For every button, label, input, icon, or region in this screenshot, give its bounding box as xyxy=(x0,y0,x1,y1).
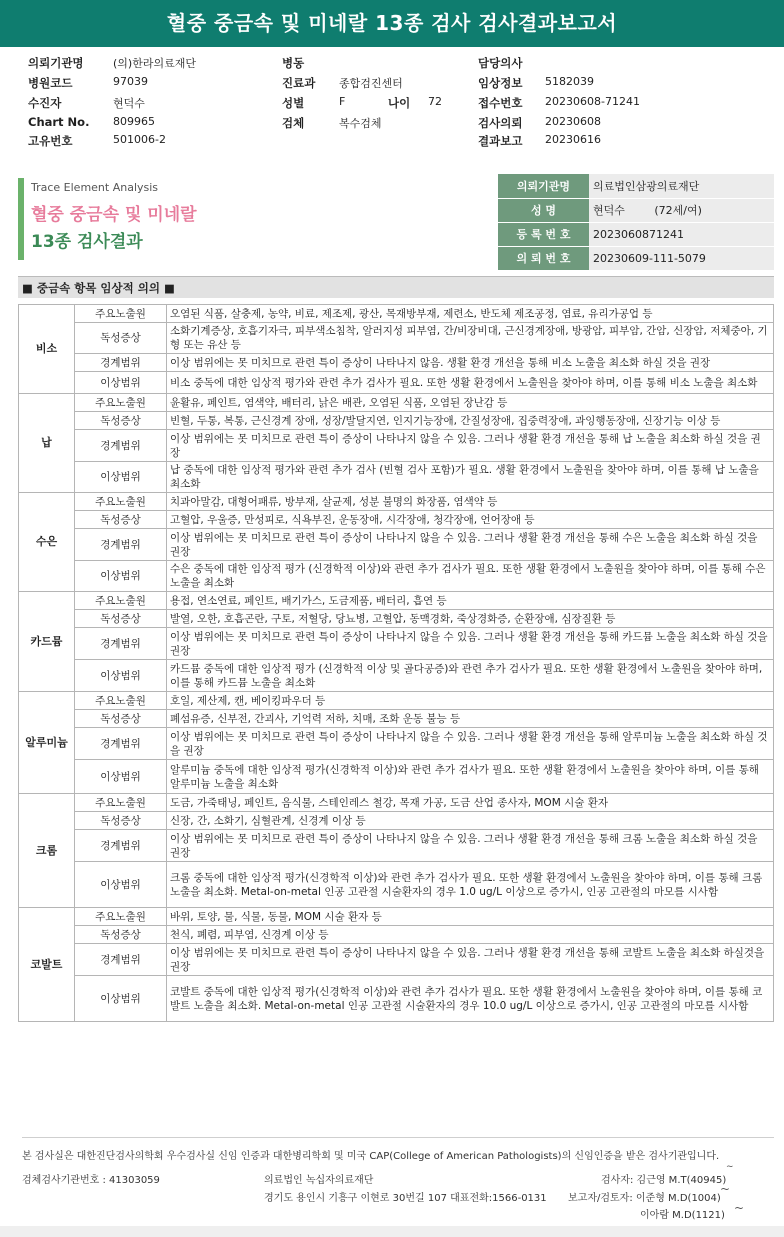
table-row xyxy=(19,412,774,430)
info-value: 20230609-111-5079 xyxy=(589,246,774,270)
description-cell: 코발트 중독에 대한 임상적 평가(신경학적 이상)와 관련 추가 검사가 필요. 또한 생활 환경에서 노출원을 찾아야 하며, 이를 통해 코발트 노출을 최소화. Metal-on-metal 인공 고관절 시술환자의 경우 10.0 ug/L 이상으로 증가시, 인공 고관절의 마모를 시사함 xyxy=(167,976,774,1022)
sex-value: F xyxy=(339,95,346,108)
description-cell: 고혈압, 우울증, 만성피로, 식욕부진, 운동장애, 시각장애, 청각장애, 언어장애 등 xyxy=(167,511,774,529)
description-cell: 카드뮴 중독에 대한 임상적 평가 (신경학적 이상 및 골다공증)와 관련 추가 검사가 필요. 또한 생활 환경에서 노출원을 찾아야 하며, 이를 통해 카드뮴 노출을 최소화 xyxy=(167,660,774,692)
category-label: 이상범위 xyxy=(75,372,167,394)
table-row xyxy=(19,976,774,1022)
dept-value: 종합검진센터 xyxy=(339,77,403,90)
table-row xyxy=(19,944,774,976)
rep-value: 20230616 xyxy=(545,133,601,146)
table-row xyxy=(19,862,774,908)
category-label: 주요노출원 xyxy=(75,794,167,812)
category-label: 독성증상 xyxy=(75,511,167,529)
info-value: 의료법인삼광의료재단 xyxy=(589,174,774,198)
table-row xyxy=(19,511,774,529)
description-cell: 비소 중독에 대한 임상적 평가와 관련 추가 검사가 필요. 또한 생활 환경에서 노출원을 찾아야 하며, 이를 통해 비소 노출을 최소화 xyxy=(167,372,774,394)
clin-label: 임상정보 xyxy=(478,76,523,90)
info-key: 등 록 번 호 xyxy=(498,222,589,246)
category-label: 주요노출원 xyxy=(75,305,167,323)
sex-label: 성별 xyxy=(282,96,305,110)
req-label: 검사의뢰 xyxy=(478,116,523,130)
info-name: 현덕수 xyxy=(593,204,625,217)
table-row xyxy=(19,529,774,561)
table-row xyxy=(19,610,774,628)
description-cell: 납 중독에 대한 임상적 평가와 관련 추가 검사 (빈혈 검사 포함)가 필요. 생활 환경에서 노출원을 찾아야 하며, 이를 통해 납 노출을 최소화 xyxy=(167,462,774,493)
recv-value: 현덕수 xyxy=(113,97,145,110)
table-row xyxy=(19,323,774,354)
info-row xyxy=(498,198,774,222)
description-cell: 오염된 식품, 살충제, 농약, 비료, 제조제, 광산, 목재방부재, 제련소, 반도체 제조공정, 염료, 유리가공업 등 xyxy=(167,305,774,323)
category-label: 이상범위 xyxy=(75,561,167,592)
info-key: 의 뢰 번 호 xyxy=(498,246,589,270)
category-label: 경계범위 xyxy=(75,430,167,462)
description-cell: 소화기계증상, 호흡기자극, 피부색소침착, 알러지성 피부염, 간/비장비대, 근신경계장애, 방광암, 피부암, 간암, 신장암, 저체중아, 기형 또는 유산 등 xyxy=(167,323,774,354)
category-label: 독성증상 xyxy=(75,610,167,628)
info-row xyxy=(498,222,774,246)
category-label: 이상범위 xyxy=(75,462,167,493)
table-row xyxy=(19,462,774,493)
age-label: 나이 xyxy=(388,96,411,110)
table-row xyxy=(19,794,774,812)
section-title: ■ 중금속 항목 임상적 의의 ■ xyxy=(18,276,774,298)
hcode-label: 병원코드 xyxy=(28,76,73,90)
description-cell: 이상 범위에는 못 미치므로 관련 특이 증상이 나타나지 않을 수 있음. 그러나 생활 환경 개선을 통해 코발트 노출을 최소화 하실것을 권장 xyxy=(167,944,774,976)
hcode-value: 97039 xyxy=(113,75,148,88)
category-label: 이상범위 xyxy=(75,862,167,908)
description-cell: 치과아말감, 대형어패류, 방부재, 살균제, 성분 불명의 화장품, 염색약 등 xyxy=(167,493,774,511)
table-row xyxy=(19,660,774,692)
lab-number: 검체검사기관번호 : 41303059 xyxy=(22,1175,160,1186)
uid-value: 501006-2 xyxy=(113,133,166,146)
category-label: 주요노출원 xyxy=(75,394,167,412)
category-label: 독성증상 xyxy=(75,812,167,830)
org-value: (의)한라의료재단 xyxy=(113,57,196,70)
description-cell: 이상 범위에는 못 미치므로 관련 특이 증상이 나타나지 않을 수 있음. 그러나 생활 환경 개선을 통해 크롬 노출을 최소화 하실 것을 권장 xyxy=(167,830,774,862)
description-cell: 발열, 오한, 호흡곤란, 구토, 저혈당, 당뇨병, 고혈압, 동맥경화, 죽상경화증, 순환장애, 심장질환 등 xyxy=(167,610,774,628)
org-label: 의뢰기관명 xyxy=(28,56,84,70)
chart-label: Chart No. xyxy=(28,115,90,129)
description-cell: 바위, 토양, 물, 식물, 동물, MOM 시술 환자 등 xyxy=(167,908,774,926)
category-label: 이상범위 xyxy=(75,660,167,692)
acc-label: 접수번호 xyxy=(478,96,523,110)
category-label: 경계범위 xyxy=(75,354,167,372)
info-row xyxy=(498,246,774,270)
age-value: 72 xyxy=(428,95,442,108)
chart-value: 809965 xyxy=(113,115,155,128)
dept-label: 진료과 xyxy=(282,76,316,90)
category-label: 경계범위 xyxy=(75,628,167,660)
category-label: 주요노출원 xyxy=(75,692,167,710)
table-row xyxy=(19,493,774,511)
specimen-label: 검체 xyxy=(282,116,305,130)
result-title-line2: 13종 검사결과 xyxy=(31,232,143,252)
footer xyxy=(22,1137,774,1221)
description-cell: 도금, 가죽태닝, 페인트, 음식물, 스테인레스 철강, 목재 가공, 도금 산업 종사자, MOM 시술 환자 xyxy=(167,794,774,812)
table-row xyxy=(19,926,774,944)
category-label: 독성증상 xyxy=(75,323,167,354)
info-value: 2023060871241 xyxy=(589,222,774,246)
accent-bar xyxy=(18,178,24,260)
info-value-name xyxy=(589,198,774,222)
info-key: 성 명 xyxy=(498,198,589,222)
patient-row xyxy=(0,95,784,113)
category-label: 주요노출원 xyxy=(75,493,167,511)
patient-row xyxy=(0,133,784,151)
element-name: 납 xyxy=(19,394,75,493)
element-name: 비소 xyxy=(19,305,75,394)
trace-element-tag: Trace Element Analysis xyxy=(31,181,159,194)
info-box xyxy=(498,174,774,271)
description-cell: 이상 범위에는 못 미치므로 관련 특이 증상이 나타나지 않음. 생활 환경 개선을 통해 비소 노출을 최소화 하실 것을 권장 xyxy=(167,354,774,372)
description-cell: 이상 범위에는 못 미치므로 관련 특이 증상이 나타나지 않을 수 있음. 그러나 생활 환경 개선을 통해 수은 노출을 최소화 하실 것을 권장 xyxy=(167,529,774,561)
clin-value: 5182039 xyxy=(545,75,594,88)
info-row xyxy=(498,174,774,198)
result-title-line1: 혈중 중금속 및 미네랄 xyxy=(31,205,197,225)
description-cell: 폐섬유증, 신부전, 간괴사, 기억력 저하, 치매, 조화 운동 불능 등 xyxy=(167,710,774,728)
description-cell: 이상 범위에는 못 미치므로 관련 특이 증상이 나타나지 않을 수 있음. 그러나 생활 환경 개선을 통해 납 노출을 최소화 하실 것을 권장 xyxy=(167,430,774,462)
description-cell: 윤활유, 페인트, 염색약, 배터리, 낡은 배관, 오염된 식품, 오염된 장난감 등 xyxy=(167,394,774,412)
reporter2-signature: ~ xyxy=(734,1201,745,1215)
tester-signature: ~ xyxy=(726,1162,734,1172)
patient-row xyxy=(0,55,784,73)
bottom-band xyxy=(0,1226,784,1237)
req-value: 20230608 xyxy=(545,115,601,128)
rep-label: 결과보고 xyxy=(478,134,523,148)
category-label: 경계범위 xyxy=(75,529,167,561)
tester: 검사자: 김근영 M.T(40945) xyxy=(601,1175,727,1186)
table-row xyxy=(19,561,774,592)
category-label: 독성증상 xyxy=(75,710,167,728)
table-row xyxy=(19,372,774,394)
category-label: 주요노출원 xyxy=(75,592,167,610)
category-label: 이상범위 xyxy=(75,760,167,794)
description-cell: 크롬 중독에 대한 임상적 평가(신경학적 이상)와 관련 추가 검사가 필요. 또한 생활 환경에서 노출원을 찾아야 하며, 이를 통해 크롬 노출을 최소화. Metal-on-metal 인공 고관절 시술환자의 경우 1.0 ug/L 이상으로 증가시, 인공 고관절의 마모를 시사함 xyxy=(167,862,774,908)
category-label: 이상범위 xyxy=(75,976,167,1022)
acc-value: 20230608-71241 xyxy=(545,95,640,108)
category-label: 독성증상 xyxy=(75,412,167,430)
patient-row xyxy=(0,115,784,133)
table-row xyxy=(19,728,774,760)
table-row xyxy=(19,305,774,323)
description-cell: 이상 범위에는 못 미치므로 관련 특이 증상이 나타나지 않을 수 있음. 그러나 생활 환경 개선을 통해 알루미늄 노출을 최소화 하실 것을 권장 xyxy=(167,728,774,760)
reporter-signature: ~ xyxy=(720,1182,731,1196)
category-label: 독성증상 xyxy=(75,926,167,944)
accreditation-note: 본 검사실은 대한진단검사의학회 우수검사실 신임 인증과 대한병리학회 및 미국 CAP(College of American Pathologists)의 신임인증을 받은 검사기관입니다. xyxy=(22,1151,720,1162)
description-cell: 알루미늄 중독에 대한 임상적 평가(신경학적 이상)와 관련 추가 검사가 필요. 또한 생활 환경에서 노출원을 찾아야 하며, 이를 통해 알루미늄 노출을 최소화 xyxy=(167,760,774,794)
element-name: 크롬 xyxy=(19,794,75,908)
description-cell: 천식, 폐렴, 피부염, 신경계 이상 등 xyxy=(167,926,774,944)
table-row xyxy=(19,394,774,412)
doctor-label: 담당의사 xyxy=(478,56,523,70)
specimen-value: 복수검체 xyxy=(339,117,382,130)
clinical-significance-table xyxy=(18,304,774,1022)
info-key: 의뢰기관명 xyxy=(498,174,589,198)
report-title: 혈중 중금속 및 미네랄 13종 검사 검사결과보고서 xyxy=(0,0,784,47)
description-cell: 수은 중독에 대한 임상적 평가 (신경학적 이상)와 관련 추가 검사가 필요. 또한 생활 환경에서 노출원을 찾아야 하며, 이를 통해 수은 노출을 최소화 xyxy=(167,561,774,592)
category-label: 경계범위 xyxy=(75,728,167,760)
category-label: 경계범위 xyxy=(75,830,167,862)
category-label: 경계범위 xyxy=(75,944,167,976)
table-row xyxy=(19,354,774,372)
lab-address: 경기도 용인시 기흥구 이현로 30번길 107 대표전화:1566-0131 xyxy=(264,1193,547,1204)
table-row xyxy=(19,692,774,710)
uid-label: 고유번호 xyxy=(28,134,73,148)
table-row xyxy=(19,760,774,794)
table-row xyxy=(19,710,774,728)
table-row xyxy=(19,430,774,462)
recv-label: 수진자 xyxy=(28,96,62,110)
element-name: 코발트 xyxy=(19,908,75,1022)
reporter2: 이아람 M.D(1121) xyxy=(640,1210,725,1221)
description-cell: 빈혈, 두통, 복통, 근신경계 장애, 성장/발달지연, 인지기능장애, 간질성장애, 집중력장애, 과잉행동장애, 신장기능 이상 등 xyxy=(167,412,774,430)
description-cell: 이상 범위에는 못 미치므로 관련 특이 증상이 나타나지 않을 수 있음. 그러나 생활 환경 개선을 통해 카드뮴 노출을 최소화 하실 것을 권장 xyxy=(167,628,774,660)
category-label: 주요노출원 xyxy=(75,908,167,926)
table-row xyxy=(19,908,774,926)
reporter: 보고자/검토자: 이준형 M.D(1004) xyxy=(568,1193,721,1204)
table-row xyxy=(19,812,774,830)
description-cell: 용접, 연소연료, 페인트, 배기가스, 도금제품, 배터리, 흡연 등 xyxy=(167,592,774,610)
element-name: 수은 xyxy=(19,493,75,592)
ward-label: 병동 xyxy=(282,56,305,70)
element-name: 카드뮴 xyxy=(19,592,75,692)
patient-row xyxy=(0,75,784,93)
info-age-sex: (72세/여) xyxy=(654,204,702,217)
description-cell: 호일, 제산제, 캔, 베이킹파우더 등 xyxy=(167,692,774,710)
element-name: 알루미늄 xyxy=(19,692,75,794)
lab-org: 의료법인 녹십자의료재단 xyxy=(264,1175,374,1186)
description-cell: 신장, 간, 소화기, 심혈관계, 신경계 이상 등 xyxy=(167,812,774,830)
table-row xyxy=(19,830,774,862)
table-row xyxy=(19,628,774,660)
table-row xyxy=(19,592,774,610)
